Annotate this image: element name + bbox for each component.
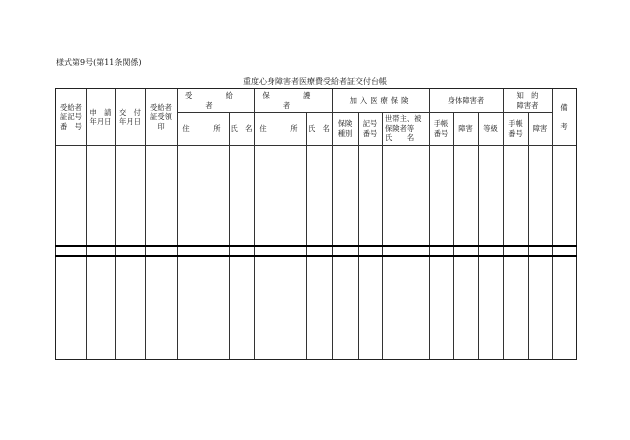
header-bottom-divider: [56, 145, 576, 146]
header-intellectual-disability-type: 障害: [532, 123, 548, 133]
header-intellectual-notebook: 手帳 番号: [508, 119, 523, 138]
header-issue-date: 交 付 年月日: [119, 107, 141, 126]
header-intellectual-disability: 知 的 障害者: [516, 91, 539, 110]
header-recipient-name: 氏 名: [230, 123, 253, 133]
header-physical-grade: 等級: [483, 123, 498, 133]
header-insured-head: 世帯主、被 保険者等 氏 名: [385, 114, 422, 143]
ledger-title: 重度心身障害者医療費受給者証交付台帳: [243, 77, 387, 86]
header-recipient-address: 住 所: [182, 123, 224, 133]
sub-column-divider: [453, 112, 454, 359]
header-guardian: 保 護 者: [262, 91, 344, 110]
header-application-date: 申 請 年月日: [89, 107, 112, 126]
sub-column-divider: [229, 112, 230, 359]
ledger-table: [55, 88, 577, 360]
sub-column-divider: [306, 112, 307, 359]
header-physical-disability: 身体障害者: [447, 95, 485, 105]
header-physical-disability-type: 障害: [458, 123, 473, 133]
header-insurance-symbol: 記号 番号: [362, 119, 378, 138]
sub-column-divider: [478, 112, 479, 359]
sub-column-divider: [382, 112, 383, 359]
header-remarks: 備 考: [560, 102, 568, 131]
header-receipt-seal: 受給者 証受領 印: [150, 102, 172, 131]
header-physical-notebook: 手帳 番号: [433, 119, 449, 138]
header-insurance-type: 保険 種別: [337, 119, 353, 138]
sub-column-divider: [528, 112, 529, 359]
sub-column-divider: [358, 112, 359, 359]
header-guardian-name: 氏 名: [308, 123, 330, 133]
section-break-rule-top: [55, 245, 577, 247]
header-cert-number: 受給者 証記号 番 号: [60, 102, 82, 131]
header-recipient: 受 給 者: [185, 91, 267, 110]
header-guardian-address: 住 所: [259, 123, 301, 133]
header-insurance: 加入医療保険: [349, 95, 412, 105]
form-number: 様式第9号(第11条関係): [56, 58, 142, 67]
section-break-rule-bottom: [55, 255, 577, 257]
